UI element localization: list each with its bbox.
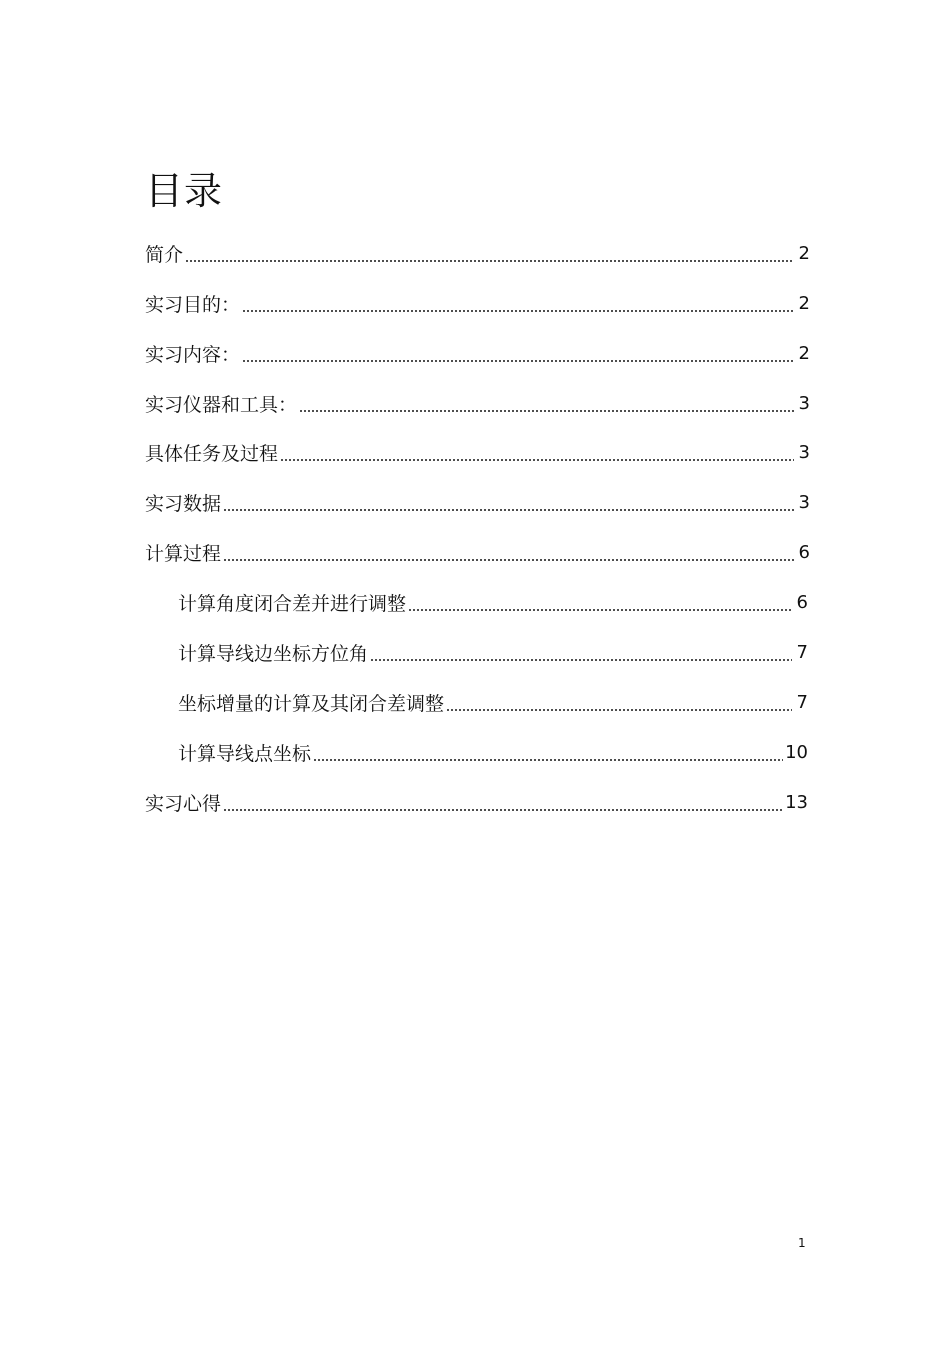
toc-dot-leader [242,288,794,318]
toc-entry-label: 实习心得 [145,792,222,815]
toc-dot-leader [446,687,792,717]
toc-entry-page: 3 [798,441,810,463]
toc-dot-leader [185,238,794,268]
toc-title: 目录 [145,169,224,213]
toc-entry-label: 计算导线边坐标方位角 [178,642,369,665]
toc-entry-label: 实习目的： [145,293,241,316]
page-number: 1 [798,1236,806,1250]
toc-entry-label: 实习数据 [145,492,222,515]
toc-entry-page: 10 [785,741,808,763]
toc-entry-instruments[interactable] [145,388,810,418]
toc-subentry-point-coordinates[interactable] [178,737,808,767]
toc-dot-leader [370,637,792,667]
toc-entry-tasks[interactable] [145,437,810,467]
toc-entry-reflection[interactable] [145,787,808,817]
toc-entry-data[interactable] [145,487,810,517]
toc-dot-leader [408,587,792,617]
toc-entry-page: 6 [798,541,810,563]
toc-entry-label: 计算过程 [145,542,222,565]
toc-entry-calculation[interactable] [145,537,810,567]
toc-entry-content[interactable] [145,338,810,368]
toc-dot-leader [280,437,794,467]
toc-entry-page: 3 [798,491,810,513]
toc-entry-intro[interactable] [145,238,810,268]
toc-entry-label: 简介 [145,243,184,266]
toc-entry-page: 7 [796,641,808,663]
toc-entry-page: 2 [798,242,810,264]
toc-dot-leader [313,737,783,767]
toc-subentry-azimuth[interactable] [178,637,808,667]
toc-entry-page: 2 [798,342,810,364]
toc-subentry-angle-closure[interactable] [178,587,808,617]
toc-dot-leader [223,487,794,517]
toc-dot-leader [223,787,783,817]
toc-entry-label: 计算角度闭合差并进行调整 [178,592,407,615]
toc-entry-purpose[interactable] [145,288,810,318]
toc-dot-leader [242,338,794,368]
toc-entry-page: 6 [796,591,808,613]
toc-dot-leader [299,388,794,418]
toc-entry-label: 具体任务及过程 [145,442,279,465]
toc-entry-page: 13 [785,791,808,813]
toc-entry-label: 实习仪器和工具： [145,393,298,416]
toc-entry-page: 3 [798,392,810,414]
toc-subentry-increment[interactable] [178,687,808,717]
toc-entry-label: 实习内容： [145,343,241,366]
toc-dot-leader [223,537,794,567]
toc-entry-label: 坐标增量的计算及其闭合差调整 [178,692,445,715]
toc-entry-page: 7 [796,691,808,713]
toc-entry-page: 2 [798,292,810,314]
toc-entry-label: 计算导线点坐标 [178,742,312,765]
